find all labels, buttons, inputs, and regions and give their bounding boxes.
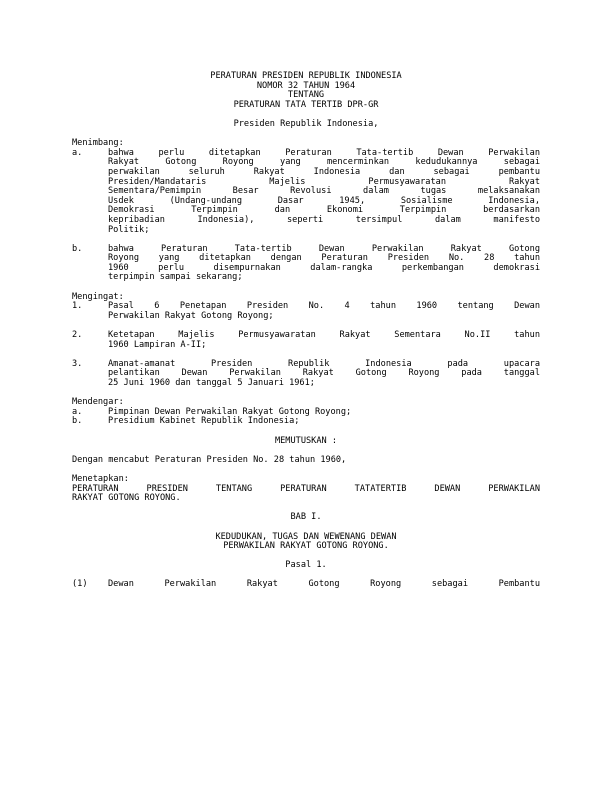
text-line: 1960 Lampiran A-II; <box>108 339 207 350</box>
pasal-title: Pasal 1. <box>285 560 327 571</box>
text-line: PERATURAN PRESIDEN TENTANG PERATURAN TATATERTIB DEWAN PERWAKILAN <box>72 483 540 494</box>
document-page <box>72 72 540 590</box>
text-line: RAKYAT GOTONG ROYONG. <box>72 493 181 504</box>
pasal-item-1 <box>72 580 540 590</box>
mencabut-line: Dengan mencabut Peraturan Presiden No. 28 tahun 1960, <box>72 454 347 465</box>
memutuskan-heading: MEMUTUSKAN : <box>274 435 338 446</box>
mendengar-label: Mendengar: <box>72 397 124 408</box>
title-line-1: PERATURAN PRESIDEN REPUBLIK INDONESIA <box>210 71 402 81</box>
item-marker: a. <box>72 406 83 417</box>
item-text: Presidium Kabinet Republik Indonesia; <box>108 416 300 427</box>
item-text <box>108 302 540 321</box>
item-marker: 2. <box>72 330 83 341</box>
text-line: Politik; <box>108 224 150 235</box>
bab-heading-line-2: PERWAKILAN RAKYAT GOTONG ROYONG. <box>223 541 389 552</box>
title-line-3: TENTANG <box>287 90 325 101</box>
mengingat-item-3 <box>72 360 540 389</box>
bab-title: BAB I. <box>290 512 322 523</box>
text-line: Presiden/Mandataris Majelis Permusyawaratan Rakyat <box>108 176 540 187</box>
text-line: Demokrasi Terpimpin dan Ekonomi Terpimpin berdasarkan <box>108 205 540 216</box>
item-text: Pimpinan Dewan Perwakilan Rakyat Gotong Royong; <box>108 406 352 417</box>
mengingat-label: Mengingat: <box>72 291 124 302</box>
text-line: bahwa perlu ditetapkan Peraturan Tata-tertib Dewan Perwakilan <box>108 147 540 158</box>
mengingat-item-1 <box>72 302 540 321</box>
text-line: Perwakilan Rakyat Gotong Royong; <box>108 310 274 321</box>
mengingat-item-2 <box>72 331 540 350</box>
menimbang-item-b <box>72 245 540 283</box>
menimbang-label: Menimbang: <box>72 138 124 149</box>
text-line: perwakilan seluruh Rakyat Indonesia dan sebagai pembantu <box>108 166 540 177</box>
item-marker: a. <box>72 147 83 158</box>
menimbang-item-a <box>72 149 540 235</box>
text-line: bahwa Peraturan Tata-tertib Dewan Perwakilan Rakyat Gotong <box>108 243 540 254</box>
menetapkan-label: Menetapkan: <box>72 473 129 484</box>
title-line-2: NOMOR 32 TAHUN 1964 <box>256 80 356 91</box>
text-line: Pasal 6 Penetapan Presiden No. 4 tahun 1960 tentang Dewan <box>108 301 540 312</box>
text-line: Ketetapan Majelis Permusyawaratan Rakyat Sementara No.II tahun <box>108 330 540 341</box>
item-marker: (1) <box>72 579 88 590</box>
item-text <box>108 331 540 350</box>
text-line: Rakyat Gotong Royong yang mencerminkan kedudukannya sebagai <box>108 157 540 168</box>
item-text <box>108 245 540 283</box>
text-line: terpimpin sampai sekarang; <box>108 272 243 283</box>
item-marker: b. <box>72 416 83 427</box>
opening-line: Presiden Republik Indonesia, <box>233 118 379 129</box>
text-line: Usdek (Undang-undang Dasar 1945, Sosialisme Indonesia, <box>108 195 540 206</box>
item-text <box>108 580 540 590</box>
text-line: 25 Juni 1960 dan tanggal 5 Januari 1961; <box>108 378 315 388</box>
text-line: Dewan Perwakilan Rakyat Gotong Royong sebagai Pembantu <box>108 579 540 590</box>
text-line: Amanat-amanat Presiden Republik Indonesia pada upacara <box>108 358 540 369</box>
text-line: kepribadian Indonesia), seperti tersimpul dalam manifesto <box>108 214 540 225</box>
item-text <box>108 360 540 389</box>
item-marker: b. <box>72 243 83 254</box>
text-line: pelantikan Dewan Perwakilan Rakyat Gotong Royong pada tanggal <box>108 368 540 379</box>
text-line: 1960 perlu disempurnakan dalam-rangka perkembangan demokrasi <box>108 262 540 273</box>
title-line-4: PERATURAN TATA TERTIB DPR-GR <box>233 99 379 110</box>
item-text <box>108 149 540 235</box>
bab-heading-line-1: KEDUDUKAN, TUGAS DAN WEWENANG DEWAN <box>215 531 397 542</box>
text-line: Sementara/Pemimpin Besar Revolusi dalam tugas melaksanakan <box>108 186 540 197</box>
item-marker: 1. <box>72 301 83 312</box>
text-line: Royong yang ditetapkan dengan Peraturan Presiden No. 28 tahun <box>108 253 540 264</box>
menetapkan-text <box>72 485 540 504</box>
item-marker: 3. <box>72 358 83 369</box>
mendengar-item-b <box>72 417 540 427</box>
